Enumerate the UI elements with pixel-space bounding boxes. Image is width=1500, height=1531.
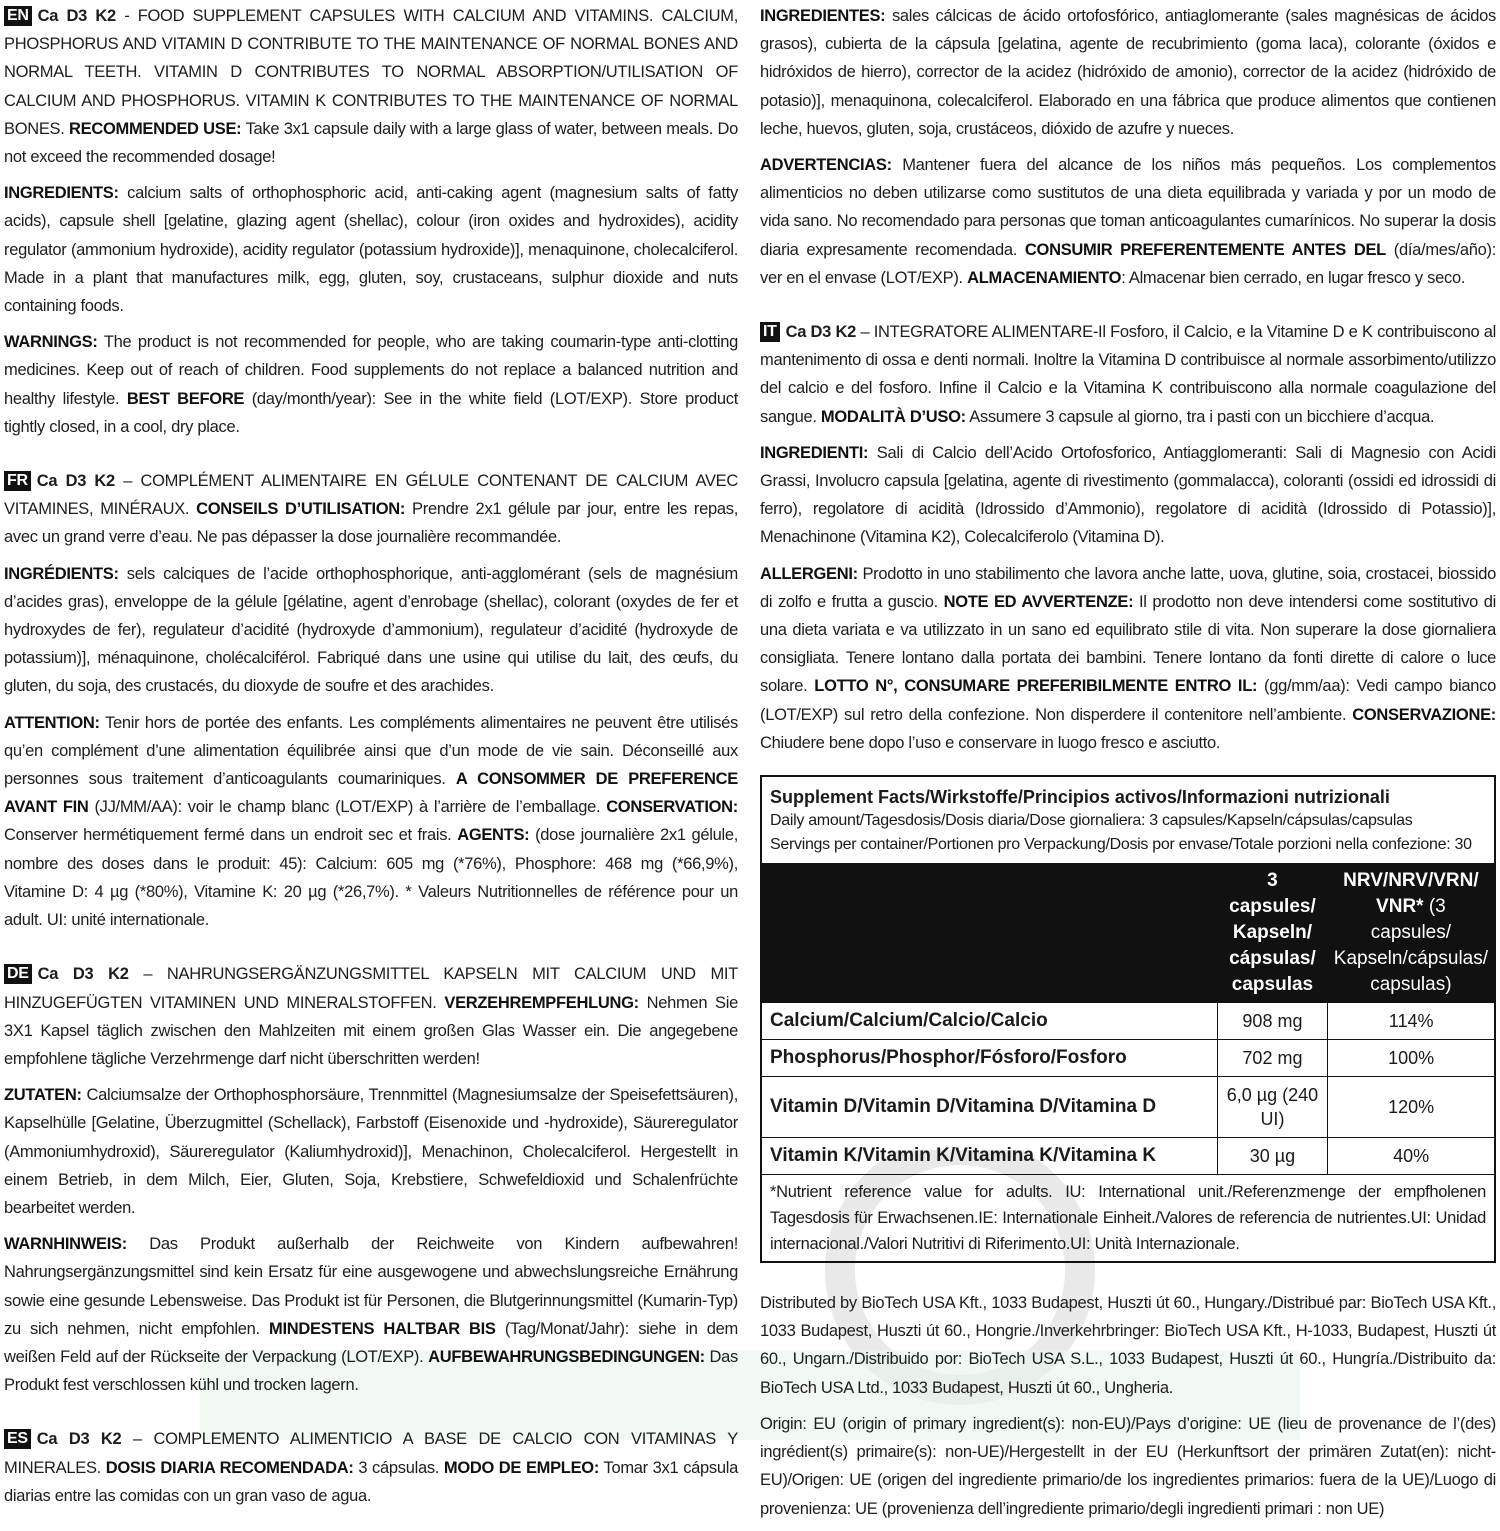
supplement-facts-table [760, 775, 1496, 1263]
it-storage-label: CONSERVAZIONE: [1352, 705, 1496, 724]
nutrient-amount: 30 µg [1217, 1138, 1328, 1175]
es-storage-label: ALMACENAMIENTO [967, 268, 1122, 287]
fr-intro-text: – COMPLÉMENT ALIMENTAIRE EN GÉLULE CONTENANT DE CALCIUM AVEC VITAMINES, MINÉRAUX. [4, 472, 738, 519]
de-product-name: Ca D3 K2 [37, 965, 129, 984]
es-storage-text: : Almacenar bien cerrado, en lugar fresco y seco. [1121, 268, 1466, 287]
nutrient-nrv: 40% [1328, 1138, 1494, 1175]
right-column [760, 2, 1496, 1531]
fr-agents-label: AGENTS: [457, 826, 530, 845]
es-flag: ES [4, 1429, 31, 1449]
es-product-name: Ca D3 K2 [36, 1430, 122, 1449]
en-intro [4, 2, 738, 171]
de-warnings [4, 1230, 738, 1399]
fr-conservation-label: CONSERVATION: [606, 798, 738, 817]
left-column [4, 2, 738, 1518]
it-use-label: MODALITÀ D’USO: [820, 407, 966, 426]
de-storage-text: Das Produkt fest verschlossen kühl und trocken lagern. [4, 1347, 738, 1395]
fr-attention [4, 709, 738, 935]
it-use-text: Assumere 3 capsule al giorno, tra i pasti con un bicchiere d’acqua. [969, 407, 1435, 426]
en-warnings-label: WARNINGS: [4, 333, 98, 352]
fr-use-label: CONSEILS D’UTILISATION: [196, 500, 406, 519]
table-row [762, 1077, 1494, 1138]
de-use-label: VERZEHREMPFEHLUNG: [444, 993, 639, 1012]
it-notes-label: NOTE ED AVVERTENZE: [943, 592, 1134, 611]
facts-col-nrv-detail: (3 capsules/ Kapseln/cápsulas/ capsulas) [1333, 896, 1489, 996]
fr-attention-text: Tenir hors de portée des enfants. Les compléments alimentaires ne peuvent être utilisés qu’en complément d’une alimentation équilibrée ainsi que d’un mode de vie sain. Déconseillé aux personnes sous traitement d’anticoagulants coumariniques. [4, 713, 738, 789]
fr-agents-text: (dose journalière 2x1 gélule, nombre des doses dans le produit: 45): Calcium: 605 mg (*76%), Phosphore: 468 mg (*66,9%), Vitamine D: 4 µg (*80%), Vitamine K: 20 µg (*26,7%). * Valeurs Nutritionnelles de référence pour un adult. UI: unité internationale. [4, 826, 739, 930]
es-intro-text: – COMPLEMENTO ALIMENTICIO A BASE DE CALCIO CON VITAMINAS Y MINERALES. [4, 1430, 738, 1477]
facts-col-nrv-label: NRV/NRV/VRN/ VNR* [1343, 870, 1479, 918]
es-ingredients-text: sales cálcicas de ácido ortofosfórico, antiaglomerante (sales magnésicas de ácidos grasos), cubierta de la cápsula [gelatina, agente de recubrimiento (goma laca), colorante (óxidos e hidróxidos de hierro), corrector de la acidez (hidróxido de amonio), corrector de la acidez (hidróxido de potasio)], menaquinona, colecalciferol. Elaborado en una fábrica que produce alimentos que contienen leche, huevos, gluten, soja, crustáceos, dióxido de azufre y nueces. [760, 7, 1496, 138]
it-ingredients-label: INGREDIENTI: [760, 443, 869, 462]
en-ingredients [4, 179, 738, 320]
fr-product-name: Ca D3 K2 [36, 472, 115, 491]
en-product-name: Ca D3 K2 [37, 7, 116, 25]
nutrient-nrv: 100% [1328, 1040, 1494, 1077]
de-ingredients-text: Calciumsalze der Orthophosphorsäure, Trennmittel (Magnesiumsalze der Speisefettsäuren), Kapselhülle [Gelatine, Überzugmittel (Schellack), Farbstoff (Eisenoxide und -hydroxide), Säureregulator (Ammoniumhydroxid), Säureregulator (Kaliumhydroxid)], Menachinon, Cholecalciferol. Hergestellt in einem Betrieb, in dem Milch, Eier, Gluten, Soja, Krebstiere, Schwefeldioxid und Schalenfrüchte bearbeitet werden. [4, 1086, 738, 1217]
fr-ingredients-text: sels calciques de l’acide orthophosphorique, anti-agglomérant (sels de magnésium d’acides gras), enveloppe de la gélule [gélatine, agent d’enrobage (shellac), colorant (oxydes de fer et hydroxydes de fer), regulateur d’acidité (hydroxyde d’ammonium), regulateur d’acidité (hydroxyde de potassium)], ménaquinone, cholécalciférol. Fabriqué dans une usine qui utilise du lait, des œufs, du gluten, du soja, des crustacés, du dioxyde de soufre et des arachides. [4, 564, 738, 696]
fr-best-label: A CONSOMMER DE PREFERENCE AVANT FIN [4, 770, 738, 817]
es-dose-text: 3 cápsulas. [358, 1458, 440, 1477]
it-lot-label: LOTTO N°, CONSUMARE PREFERIBILMENTE ENTRO IL: [814, 677, 1258, 696]
facts-title: Supplement Facts/Wirkstoffe/Principios activos/Informazioni nutrizionali [770, 787, 1390, 808]
table-row [762, 1040, 1494, 1077]
it-allergens [760, 560, 1496, 757]
it-flag: IT [760, 322, 780, 342]
de-storage-label: AUFBEWAHRUNGSBEDINGUNGEN: [428, 1347, 705, 1366]
fr-intro [4, 467, 738, 552]
facts-col-amount: 3 capsules/ Kapseln/ cápsulas/ capsulas [1217, 864, 1328, 1003]
es-warnings [760, 151, 1496, 292]
origin-info: Origin: EU (origin of primary ingredient(s): non-EU)/Pays d’origine: UE (lieu de provenance de l’(des) ingrédient(s) primaire(s): non-UE)/Hergestellt in der EU (Herkunftsort der primären Zutat(en): nicht-EU)/Origen: UE (origen del ingrediente primario/de los ingredientes primarios: fuera de la UE)/Luogo di provenienza: UE (provenienza dell’ingrediente primario/degli ingredienti primari : non UE) [760, 1414, 1496, 1518]
es-ingredients-label: INGREDIENTES: [760, 7, 886, 25]
fr-best-text: (JJ/MM/AA): voir le champ blanc (LOT/EXP) à l’arrière de l’emballage. [94, 798, 601, 817]
facts-col-nrv [1328, 864, 1494, 1003]
nutrient-name: Calcium/Calcium/Calcio/Calcio [762, 1003, 1217, 1040]
es-use-text: Tomar 3x1 cápsula diarias entre las comidas con un gran vaso de agua. [4, 1458, 738, 1505]
es-intro [4, 1425, 738, 1510]
fr-attention-label: ATTENTION: [4, 713, 100, 732]
nutrient-amount: 702 mg [1217, 1040, 1328, 1077]
de-best-label: MINDESTENS HALTBAR BIS [269, 1319, 496, 1338]
en-warnings-text: The product is not recommended for people, who are taking coumarin-type anti-clotting medicines. Keep out of reach of children. Food supplements do not replace a balanced nutrition and healthy lifestyle. [4, 333, 738, 408]
facts-header-blank [762, 864, 1217, 1003]
nutrient-nrv: 120% [1328, 1077, 1494, 1138]
facts-grid [762, 864, 1494, 1174]
es-use-label: MODO DE EMPLEO: [443, 1458, 600, 1477]
table-row [762, 1003, 1494, 1040]
it-product-name: Ca D3 K2 [785, 323, 856, 342]
nutrient-amount: 6,0 µg (240 UI) [1217, 1077, 1328, 1138]
en-use-label: RECOMMENDED USE: [69, 119, 242, 138]
table-row [762, 1138, 1494, 1175]
it-lot-text: (gg/mm/aa): Vedi campo bianco (LOT/EXP) sul retro della confezione. Non disperdere il contenitore nell’ambiente. [760, 677, 1496, 724]
en-use-text: Take 3x1 capsule daily with a large glass of water, between meals. Do not exceed the recommended dosage! [4, 119, 738, 167]
it-intro [760, 318, 1496, 431]
de-use-text: Nehmen Sie 3X1 Kapsel täglich zwischen den Mahlzeiten mit einem großen Glas Wasser ein. Die angegebene empfohlene tägliche Verzehrmenge darf nicht überschritten werden! [4, 993, 738, 1068]
nutrient-name: Phosphorus/Phosphor/Fósforo/Fosforo [762, 1040, 1217, 1077]
es-dose-label: DOSIS DIARIA RECOMENDADA: [105, 1458, 354, 1477]
en-best-text: (day/month/year): See in the white field (LOT/EXP). Store product tightly closed, in a cool, dry place. [4, 389, 739, 436]
de-best-text: (Tag/Monat/Jahr): siehe in dem weißen Feld auf der Rückseite der Verpackung (LOT/EXP). [4, 1319, 738, 1366]
de-warn-label: WARNHINWEIS: [4, 1235, 127, 1254]
de-intro [4, 960, 738, 1073]
facts-header [762, 777, 1494, 864]
fr-use-text: Prendre 2x1 gélule par jour, entre les repas, avec un grand verre d’eau. Ne pas dépasser la dose journalière recommandée. [4, 500, 738, 547]
fr-conservation-text: Conserver hermétiquement fermé dans un endroit sec et frais. [4, 826, 452, 845]
it-intro-text: – INTEGRATORE ALIMENTARE-Il Fosforo, il Calcio, e la Vitamine D e K contribuiscono al mantenimento di ossa e denti normali. Inoltre la Vitamina D contribuisce al normale assorbimento/utilizzo del calcio e del fosforo. Infine il Calcio e la Vitamina K contribuiscono alla normale coagulazione del sangue. [760, 323, 1497, 426]
it-notes-text: Il prodotto non deve intendersi come sostitutivo di una dieta variata e va utilizzato in un sano ed equilibrato stile di vita. Non superare la dose giornaliera consigliata. Tenere lontano dalla portata dei bambini. Tenere lontano da fonti dirette di calore o luce solare. [760, 592, 1496, 696]
facts-header-row [762, 864, 1494, 1003]
it-ingredients [760, 439, 1496, 552]
de-ingredients [4, 1081, 738, 1222]
nutrient-name: Vitamin D/Vitamin D/Vitamina D/Vitamina D [762, 1077, 1217, 1138]
facts-daily-amount: Daily amount/Tagesdosis/Dosis diaria/Dose giornaliera: 3 capsules/Kapseln/cápsulas/capsulas [770, 812, 1413, 830]
en-best-label: BEST BEFORE [126, 389, 245, 408]
it-storage-text: Chiudere bene dopo l’uso e conservare in luogo fresco e asciutto. [760, 733, 1221, 752]
distributor-info: Distributed by BioTech USA Kft., 1033 Budapest, Huszti út 60., Hungary./Distribué par: BioTech USA Kft., 1033 Budapest, Huszti út 60., Hongrie./Inverkehrbringer: BioTech USA Kft., H-1033, Budapest, Huszti út 60., Ungarn./Distribuido por: BioTech USA S.L., 1033 Budapest, Huszti út 60., Hungría./Distribuito da: BioTech USA Ltd., 1033 Budapest, Huszti út 60., Ungheria. [760, 1294, 1496, 1397]
fr-flag: FR [4, 471, 31, 491]
en-ingredients-label: INGREDIENTS: [4, 184, 119, 203]
nutrient-amount: 908 mg [1217, 1003, 1328, 1040]
es-best-text: (día/mes/año): ver en el envase (LOT/EXP). [760, 240, 1496, 287]
es-ingredients [760, 2, 1496, 143]
fr-ingredients [4, 560, 738, 701]
facts-servings: Servings per container/Portionen pro Verpackung/Dosis por envase/Totale porzioni nella confezione: 30 [770, 836, 1472, 854]
de-flag: DE [4, 964, 32, 984]
it-allergens-text: Prodotto in uno stabilimento che lavora anche latte, uova, glutine, soia, crostacei, biossido di zolfo e frutta a guscio. [760, 564, 1496, 611]
de-warn-text: Das Produkt außerhalb der Reichweite von Kindern aufbewahren! Nahrungsergänzungsmittel sind kein Ersatz für eine ausgewogene und abwechslungsreiche Ernährung sowie eine gesunde Lebensweise. Das Produkt ist für Personen, die Blutgerinnungsmittel (Kumarin-Typ) zu sich nehmen, nicht empfohlen. [4, 1235, 738, 1338]
en-ingredients-text: calcium salts of orthophosphoric acid, anti-caking agent (magnesium salts of fatty acids), capsule shell [gelatine, glazing agent (shellac), colour (iron oxides and hydroxides), acidity regulator (ammonium hydroxide), acidity regulator (potassium hydroxide)], menaquinone, cholecalciferol. Made in a plant that manufactures milk, egg, gluten, soy, crustaceans, sulphur dioxide and nuts containing foods. [4, 184, 738, 316]
nutrient-name: Vitamin K/Vitamin K/Vitamina K/Vitamina K [762, 1138, 1217, 1175]
de-ingredients-label: ZUTATEN: [4, 1086, 82, 1105]
de-intro-text: – NAHRUNGSERGÄNZUNGSMITTEL KAPSELN MIT CALCIUM UND MIT HINZUGEFÜGTEN VITAMINEN UND MINERALSTOFFEN. [4, 965, 738, 1012]
it-ingredients-text: Sali di Calcio dell’Acido Ortofosforico, Antiagglomeranti: Sali di Magnesio con Acidi Grassi, Involucro capsula [gelatina, agente di rivestimento (gommalacca), coloranti (ossidi ed idrossidi di ferro), regolatore di acidità (Idrossido d’Ammonio), regolatore di acidità (Idrossido di Potassio)], Menachinone (Vitamina K2), Colecalciferolo (Vitamina D). [760, 443, 1496, 547]
it-allergens-label: ALLERGENI: [760, 564, 858, 583]
nutrient-nrv: 114% [1328, 1003, 1494, 1040]
fr-ingredients-label: INGRÉDIENTS: [4, 564, 119, 583]
es-warn-label: ADVERTENCIAS: [760, 156, 892, 175]
es-best-label: CONSUMIR PREFERENTEMENTE ANTES DEL [1024, 240, 1386, 259]
en-intro-text: - FOOD SUPPLEMENT CAPSULES WITH CALCIUM AND VITAMINS. CALCIUM, PHOSPHORUS AND VITAMIN D CONTRIBUTE TO THE MAINTENANCE OF NORMAL BONES AND NORMAL TEETH. VITAMIN D CONTRIBUTES TO NORMAL ABSORPTION/UTILISATION OF CALCIUM AND PHOSPHORUS. VITAMIN K CONTRIBUTES TO THE MAINTENANCE OF NORMAL BONES. [4, 7, 739, 138]
es-warn-text: Mantener fuera del alcance de los niños más pequeños. Los complementos alimenticios no deben utilizarse como sustitutos de una dieta equilibrada y variada y por un modo de vida sano. No recomendado para personas que toman anticoagulantes cumarínicos. No superar la dosis diaria expresamente recomendada. [760, 156, 1496, 259]
facts-footnote: *Nutrient reference value for adults. IU: International unit./Referenzmenge der empfholenen Tagesdosis für Erwachsenen.IE: Internationale Einheit./Valores de referencia de nutrientes.UI: Unidad internacional./Valori Nutritivi di Riferimento.UI: Unità Internazionale. [762, 1174, 1494, 1261]
en-flag: EN [4, 6, 32, 26]
en-warnings [4, 328, 738, 441]
